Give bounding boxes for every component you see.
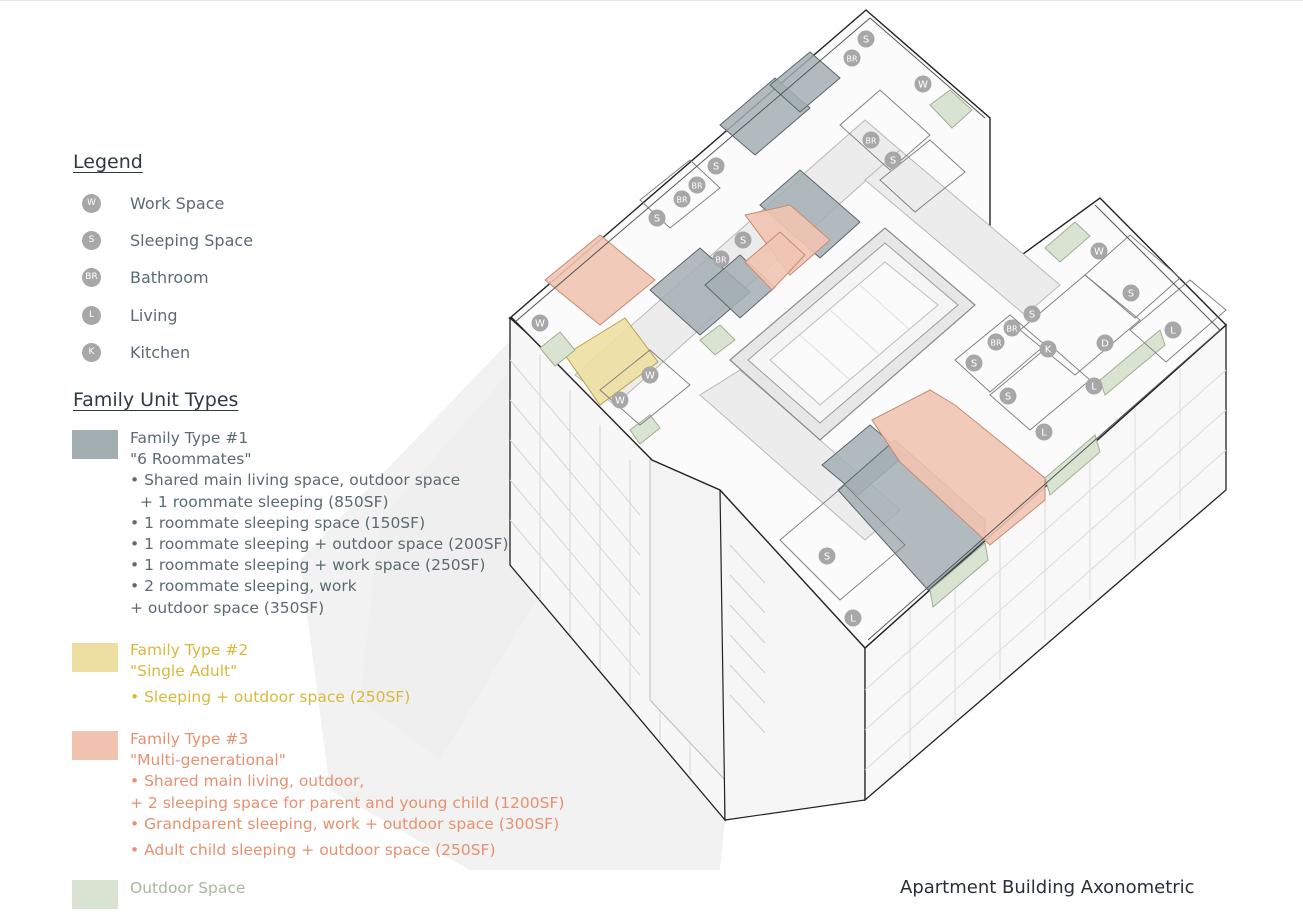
family-type-line: • Adult child sleeping + outdoor space (250SF) — [130, 841, 496, 860]
svg-text:S: S — [712, 161, 720, 173]
svg-text:S: S — [889, 155, 897, 167]
svg-text:L: L — [1091, 381, 1097, 393]
legend-label: Bathroom — [130, 268, 209, 287]
family-type-line: • Grandparent sleeping, work + outdoor space (300SF) — [130, 814, 560, 833]
room-label-s — [966, 355, 983, 372]
room-label-k — [1040, 341, 1057, 358]
svg-text:S: S — [1127, 288, 1135, 300]
living-icon: L — [82, 306, 101, 325]
svg-text:BR: BR — [846, 54, 858, 64]
family-type-subtitle: "Multi-generational" — [130, 751, 286, 770]
svg-text:S: S — [970, 358, 978, 370]
svg-text:S: S — [1004, 391, 1012, 403]
room-label-l — [1165, 322, 1182, 339]
family-type-subtitle: "Single Adult" — [130, 662, 238, 681]
svg-text:BR: BR — [1006, 324, 1018, 334]
legend-title: Legend — [73, 151, 143, 173]
svg-text:W: W — [1094, 246, 1104, 258]
family-type-line: + 2 sleeping space for parent and young child (1200SF) — [130, 793, 565, 812]
room-label-s — [1024, 306, 1041, 323]
room-label-s — [1123, 285, 1140, 302]
room-label-br — [713, 251, 730, 268]
room-label-s — [735, 232, 752, 249]
bathroom-icon: BR — [82, 268, 101, 287]
family-type-line: + 1 roommate sleeping (850SF) — [140, 492, 389, 511]
family-type-3-swatch — [72, 731, 118, 760]
svg-text:L: L — [1170, 325, 1176, 337]
room-label-s — [649, 210, 666, 227]
svg-text:BR: BR — [676, 195, 688, 205]
room-label-br — [863, 132, 880, 149]
drawing-caption: Apartment Building Axonometric — [900, 877, 1195, 898]
family-type-1-swatch — [72, 430, 118, 459]
sleeping-space-icon: S — [82, 231, 101, 250]
room-label-br — [674, 191, 691, 208]
room-label-d — [1097, 335, 1114, 352]
room-label-s — [708, 158, 725, 175]
room-label-br — [1004, 320, 1021, 337]
family-type-line: + outdoor space (350SF) — [130, 598, 325, 617]
room-label-l — [1086, 378, 1103, 395]
family-type-line: • Sleeping + outdoor space (250SF) — [130, 688, 411, 707]
family-type-line: • 2 roommate sleeping, work — [130, 577, 357, 596]
family-type-line: • 1 roommate sleeping space (150SF) — [130, 513, 426, 532]
svg-text:S: S — [823, 551, 831, 563]
family-type-line: • 1 roommate sleeping + work space (250SF) — [130, 556, 486, 575]
family-type-subtitle: "6 Roommates" — [130, 450, 252, 469]
family-type-name: Family Type #3 — [130, 730, 249, 748]
family-type-name: Family Type #1 — [130, 429, 249, 447]
svg-text:K: K — [1044, 344, 1052, 356]
family-unit-types-title: Family Unit Types — [73, 389, 239, 411]
family-type-2-description — [130, 640, 410, 709]
svg-text:S: S — [1028, 309, 1036, 321]
svg-text:S: S — [862, 34, 870, 46]
room-label-l — [845, 610, 862, 627]
room-label-w — [642, 367, 659, 384]
svg-text:L: L — [850, 613, 856, 625]
legend-label: Living — [130, 306, 178, 325]
svg-text:S: S — [739, 235, 747, 247]
family-type-3-description — [130, 729, 564, 861]
family-type-1-description — [130, 428, 509, 619]
family-type-line: • Shared main living space, outdoor space — [130, 471, 461, 490]
room-label-w — [1091, 243, 1108, 260]
room-label-w — [612, 392, 629, 409]
family-type-2-swatch — [72, 643, 118, 672]
svg-text:BR: BR — [865, 136, 877, 146]
legend-label: Sleeping Space — [130, 231, 254, 250]
room-label-br — [988, 334, 1005, 351]
svg-text:BR: BR — [990, 338, 1002, 348]
legend-label: Kitchen — [130, 343, 191, 362]
room-label-w — [532, 315, 549, 332]
outdoor-space-label: Outdoor Space — [130, 879, 246, 897]
svg-text:L: L — [1041, 427, 1047, 439]
room-label-l — [1036, 424, 1053, 441]
room-label-s — [885, 152, 902, 169]
svg-text:W: W — [918, 79, 928, 91]
work-space-icon: W — [82, 194, 101, 213]
family-type-name: Family Type #2 — [130, 641, 249, 659]
legend-label: Work Space — [130, 194, 225, 213]
room-label-br — [689, 177, 706, 194]
svg-text:BR: BR — [715, 255, 727, 265]
room-label-w — [915, 76, 932, 93]
room-label-s — [858, 31, 875, 48]
svg-text:S: S — [653, 213, 661, 225]
svg-text:BR: BR — [691, 181, 703, 191]
room-label-s — [819, 548, 836, 565]
svg-text:W: W — [615, 395, 625, 407]
room-label-s — [1000, 388, 1017, 405]
family-type-line: • Shared main living, outdoor, — [130, 772, 365, 791]
room-label-br — [844, 50, 861, 67]
svg-text:W: W — [535, 318, 545, 330]
svg-text:W: W — [645, 370, 655, 382]
kitchen-icon: K — [82, 343, 101, 362]
svg-text:D: D — [1101, 338, 1109, 350]
family-type-line: • 1 roommate sleeping + outdoor space (200SF) — [130, 535, 509, 554]
outdoor-space-swatch — [72, 880, 118, 909]
